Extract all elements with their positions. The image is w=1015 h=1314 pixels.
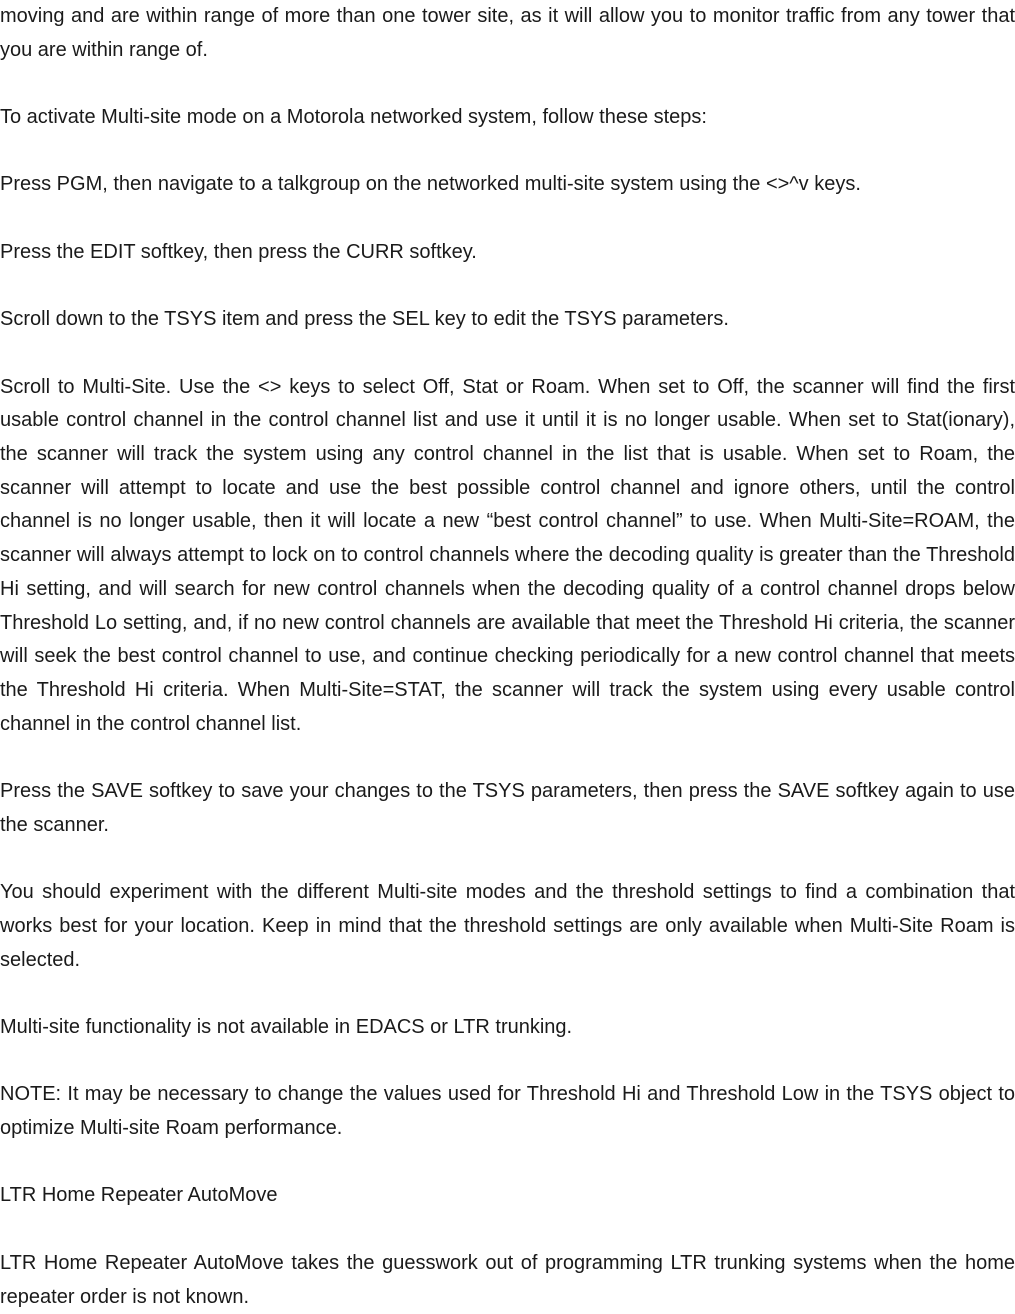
paragraph-experiment: You should experiment with the different Multi-site modes and the threshold settings to find a combination that works best for your location. Keep in mind that the threshold settings are only available when Multi-Site Roam is selected. [0, 881, 1015, 971]
paragraph-continuation: moving and are within range of more than one tower site, as it will allow you to monitor traffic from any tower that you are within range of. [0, 5, 1015, 61]
paragraph-step-save: Press the SAVE softkey to save your changes to the TSYS parameters, then press the SAVE softkey again to use the scanner. [0, 780, 1015, 836]
paragraph-automove: LTR Home Repeater AutoMove takes the guesswork out of programming LTR trunking systems when the home repeater order is not known. [0, 1251, 1015, 1308]
paragraph-step-edit: Press the EDIT softkey, then press the CURR softkey. [0, 240, 477, 263]
paragraph-step-tsys: Scroll down to the TSYS item and press the SEL key to edit the TSYS parameters. [0, 308, 729, 331]
paragraph-note: NOTE: It may be necessary to change the values used for Threshold Hi and Threshold Low in the TSYS object to optimize Multi-site Roam performance. [0, 1083, 1015, 1140]
paragraph-intro-steps: To activate Multi-site mode on a Motorola networked system, follow these steps: [0, 106, 707, 129]
section-heading: LTR Home Repeater AutoMove [0, 1184, 278, 1207]
paragraph-edacs-ltr: Multi-site functionality is not available in EDACS or LTR trunking. [0, 1015, 573, 1038]
paragraph-step-multisite: Scroll to Multi-Site. Use the <> keys to select Off, Stat or Roam. When set to Off, the scanner will find the first usable control channel in the control channel list and use it until it is no longer usable. When set to Stat(ionary), the scanner will track the system using any control channel in the list that is usable. When set to Roam, the scanner will attempt to locate and use the best possible control channel and ignore others, until the control channel is no longer usable, then it will locate a new “best control channel” to use. When Multi-Site=ROAM, the scanner will always attempt to lock on to control channels where the decoding quality is greater than the Threshold Hi setting, and will search for new control channels when the decoding quality of a control channel drops below Threshold Lo setting, and, if no new control channels are available that meet the Threshold Hi criteria, the scanner will seek the best control channel to use, and continue checking periodically for a new control channel that meets the Threshold Hi criteria. When Multi-Site=STAT, the scanner will track the system using every usable control channel in the control channel list. [0, 375, 1015, 735]
paragraph-step-pgm: Press PGM, then navigate to a talkgroup on the networked multi-site system using the <>^v keys. [0, 173, 861, 196]
